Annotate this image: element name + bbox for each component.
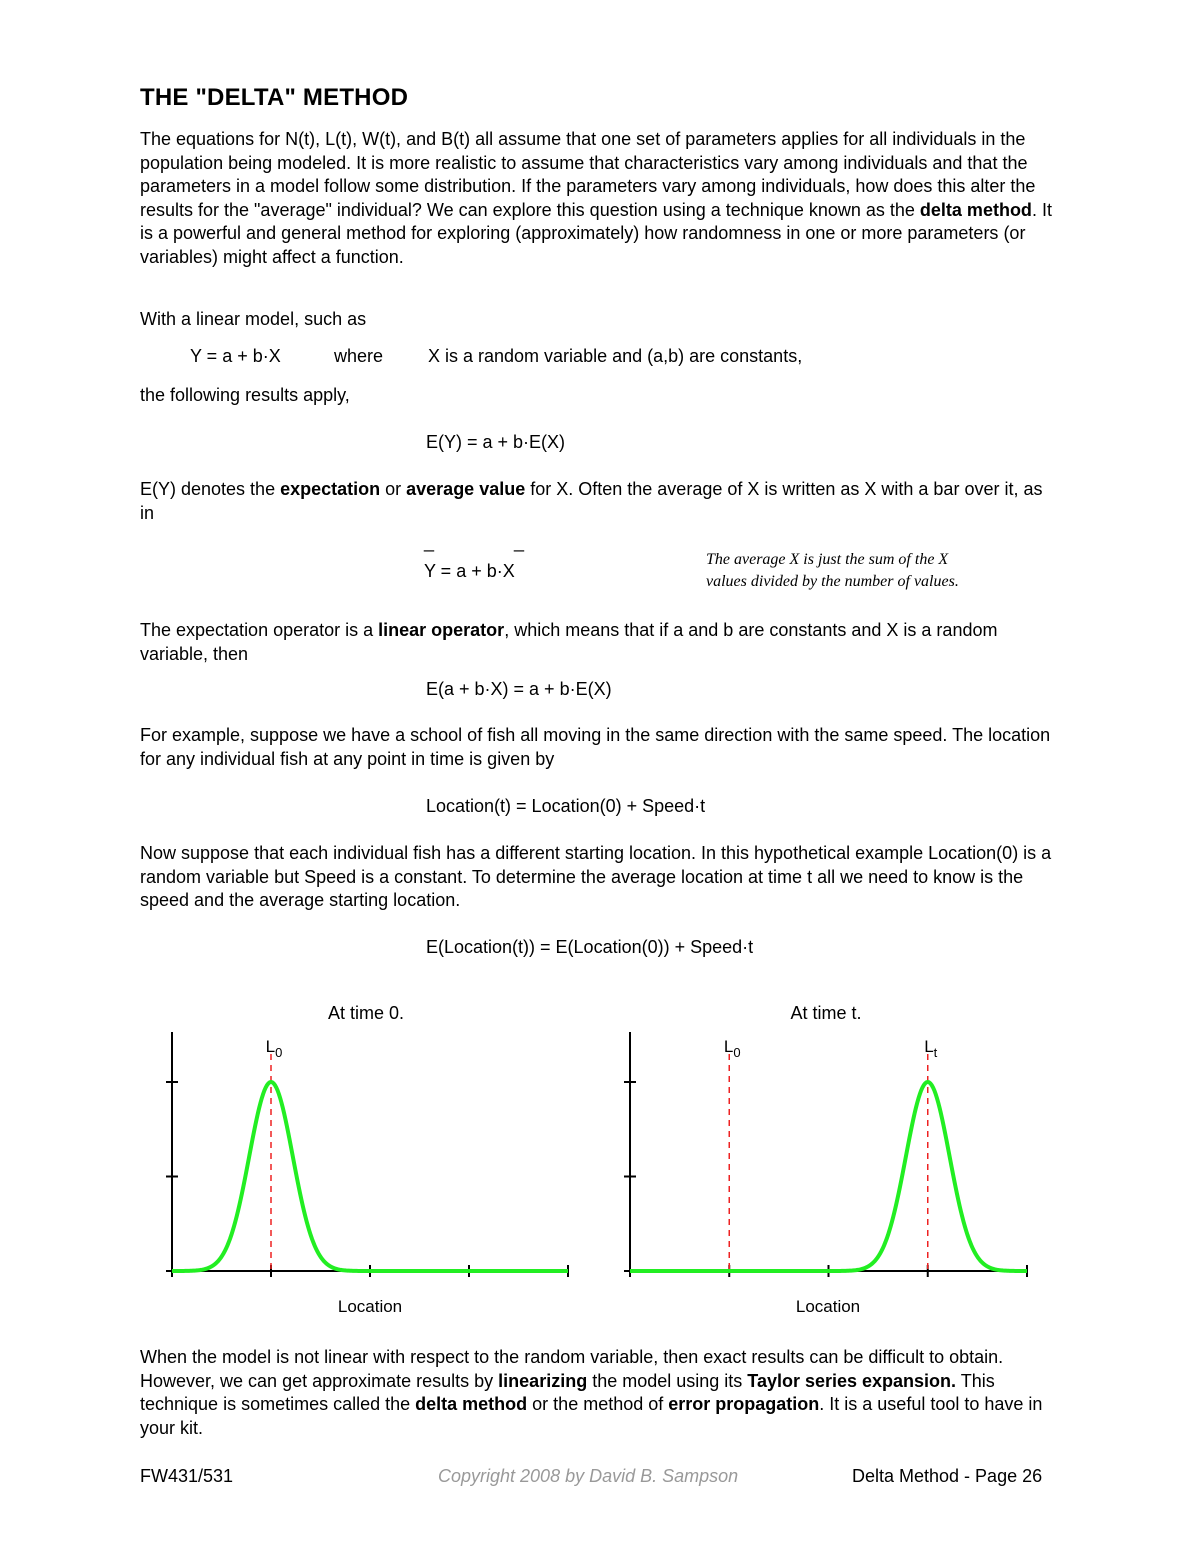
error-propagation-term: error propagation: [668, 1394, 820, 1414]
chart-left: [166, 1003, 568, 1316]
random-start-paragraph: Now suppose that each individual fish has a different starting location. In this hypothetical example Location(0) is a random variable but Speed is a constant. To determine the average location at time t all we need to know is the speed and the average starting location.: [140, 843, 1052, 910]
chart-left-title: At time 0.: [327, 1003, 405, 1023]
average-value-term: average value: [406, 479, 526, 499]
chart-right-density-curve: [630, 1082, 1027, 1271]
chart-right-xlabel: Location: [795, 1297, 861, 1316]
chart-left-xlabel: Location: [337, 1297, 403, 1316]
chart-right: [624, 1003, 1027, 1316]
linearity-equation: E(a + b·X) = a + b·E(X): [426, 679, 612, 699]
expected-location-equation: E(Location(t)) = E(Location(0)) + Speed·t: [426, 937, 754, 957]
x-bar: _: [514, 532, 525, 552]
chart-left-l0-label: $L_0$: [265, 1037, 283, 1060]
intro-paragraph: The equations for N(t), L(t), W(t), and B(t) all assume that one set of parameters applies for all individuals in the population being modeled. It is more realistic to assume that characteristics vary among individuals and that the parameters in a model follow some distribution. If the parameters vary among individuals, how does this alter the results for the "average" individual? We can explore this question using a technique known as the delta method. It is a powerful and general method for exploring (approximately) how randomness in one or more parameters (or variables) might affect a function.: [140, 129, 1052, 267]
expectation-paragraph: E(Y) denotes the expectation or average value for X. Often the average of X is written as X with a bar over it, as in: [140, 479, 1043, 523]
expectation-term: expectation: [280, 479, 381, 499]
location-equation: Location(t) = Location(0) + Speed·t: [426, 796, 706, 816]
average-equation: Y = a + b·X: [424, 561, 515, 581]
linear-operator-term: linear operator: [378, 620, 505, 640]
equation-description: X is a random variable and (a,b) are constants,: [428, 346, 803, 366]
page-title: THE "DELTA" METHOD: [140, 84, 409, 111]
chart-right-title: At time t.: [790, 1003, 862, 1023]
chart-right-l0-label: $L_0$: [723, 1037, 741, 1060]
fish-example-paragraph: For example, suppose we have a school of fish all moving in the same direction with the same speed. The location for any individual fish at any point in time is given by: [140, 725, 1051, 769]
results-intro: the following results apply,: [140, 385, 350, 405]
expectation-equation: E(Y) = a + b·E(X): [426, 432, 566, 452]
linearizing-term: linearizing: [498, 1370, 588, 1391]
y-bar: _: [424, 532, 435, 552]
taylor-series-term: Taylor series expansion.: [747, 1370, 957, 1391]
linear-model-intro: With a linear model, such as: [140, 309, 367, 329]
chart-right-ticks: [624, 1082, 1027, 1277]
delta-method-term: delta method: [919, 199, 1032, 220]
delta-method-term-2: delta method: [415, 1394, 528, 1414]
footer-course: FW431/531: [140, 1466, 234, 1486]
charts-figure: [0, 990, 1200, 1330]
footer-page: Delta Method - Page 26: [852, 1466, 1043, 1486]
linear-model-equation: Y = a + b·X: [190, 346, 281, 366]
linear-operator-paragraph: The expectation operator is a linear operator, which means that if a and b are constants and X is a random variable, then: [140, 620, 998, 664]
chart-left-density-curve: [172, 1082, 568, 1271]
nonlinear-paragraph: When the model is not linear with respect to the random variable, then exact results can be difficult to obtain. However, we can get approximate results by linearizing the model using its Taylor series expansion. This technique is sometimes called the delta method or the method of error propagation. It is a useful tool to have in your kit.: [140, 1347, 1043, 1438]
chart-right-lt-label: $L_t$: [924, 1037, 938, 1060]
where-word: where: [334, 346, 384, 366]
footer-copyright: Copyright 2008 by David B. Sampson: [438, 1466, 739, 1486]
average-note: The average X is just the sum of the X values divided by the number of values.: [706, 551, 959, 590]
